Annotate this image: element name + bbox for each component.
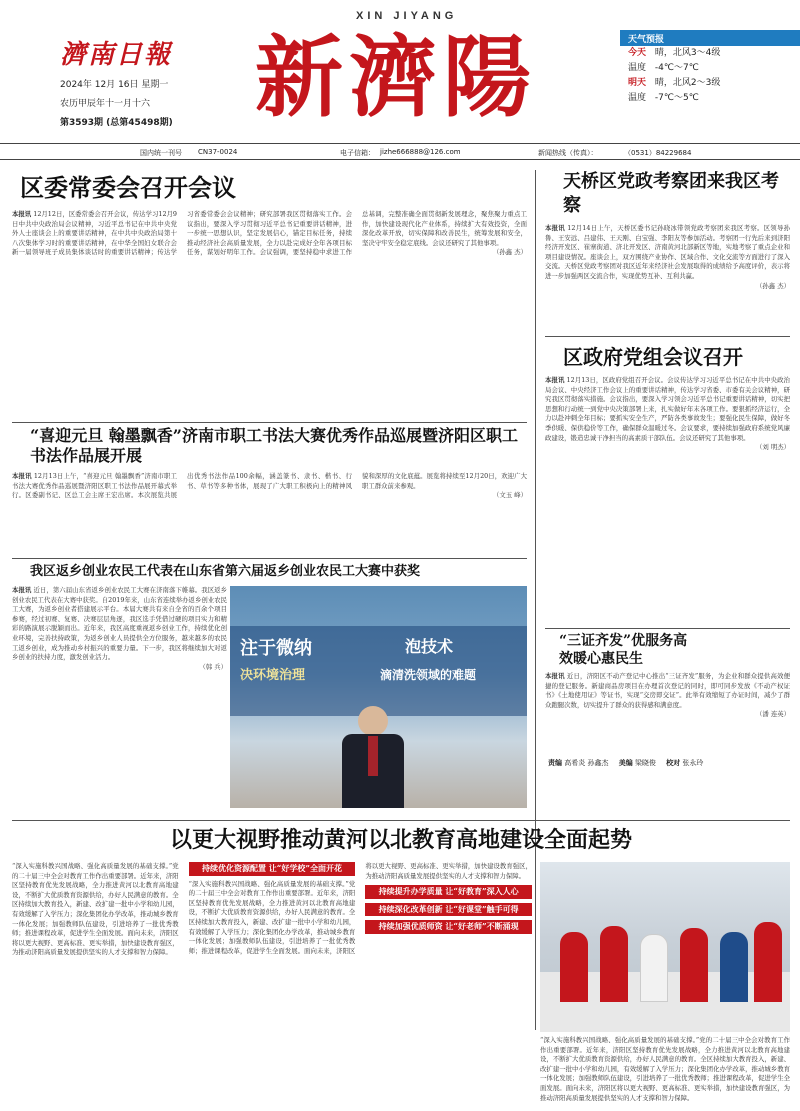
article-title: 以更大视野推动黄河以北教育高地建设全面起势 <box>169 827 632 853</box>
article-tianqiao-visit <box>545 170 790 335</box>
person-head <box>358 706 388 736</box>
article-title: “三证齐发”优服务高效暖心惠民生 <box>559 633 688 667</box>
article-body <box>12 862 532 1102</box>
today-label: 今天 <box>628 48 647 58</box>
article-text: 12月13日，区政府党组召开会议。会议传达学习习近平总书记在中共中央政治局会议、中央经济工作会议上的重要讲话精神，传达学习省委、市委有关会议精神，研究我区贯彻落实措施。会议指出，要深入学习领会习近平总书记重要讲话精神，切实把思想和行动统一到党中央决策部署上来，扎实做好年末各项工作。要狠抓经济运行，全力以赴冲刺全年目标；要抓实安全生产，严防各类事故发生；要强化民生保障，做好冬季供暖、保供稳价等工作，确保群众温暖过冬。会议要求，要持续加强政府系统党风廉政建设，锻造忠诚干净担当的高素质干部队伍。会议还研究了其他事项。 <box>545 376 790 442</box>
person-tie <box>368 736 378 776</box>
section-divider <box>545 628 790 629</box>
email: jizhe666888@126.com <box>380 148 461 156</box>
article-byline: 本报讯 <box>12 586 32 594</box>
article-calligraphy-exhibition <box>12 426 527 556</box>
article-body <box>545 672 790 750</box>
subhead-3: 持续深化改革创新 让“好课堂”触手可得 <box>365 903 532 917</box>
article-three-certificates <box>545 632 790 750</box>
masthead <box>0 0 800 145</box>
editor-names: 高希炎 孙鑫杰 <box>564 759 609 767</box>
editor-label: 责编 <box>548 759 562 767</box>
publication-code-label: 国内统一刊号 <box>140 149 182 157</box>
weather-box <box>620 30 800 110</box>
article-title: 我区返乡创业农民工代表在山东省第六届返乡创业农民工大赛中获奖 <box>30 564 421 579</box>
article-body <box>12 210 527 410</box>
lunar-date: 农历甲辰年十一月十六 <box>60 99 151 109</box>
tomorrow-condition: 晴，北风2～3级 <box>654 78 721 88</box>
banner-line-3: 决环境治理 <box>240 668 306 683</box>
today-temp: -4℃～7℃ <box>654 63 699 73</box>
info-bar <box>0 143 800 160</box>
hotline-label: 新闻热线（传真）： <box>538 149 598 157</box>
section-divider <box>12 820 790 821</box>
student-4 <box>680 928 708 1002</box>
proof-name: 张永玲 <box>682 759 704 767</box>
publication-code: CN37-0024 <box>198 148 238 156</box>
article-source: （刘 明杰） <box>756 443 790 452</box>
article-byline: 本报讯 <box>545 672 565 680</box>
article-text-repeat: “深入实施科教兴国战略、强化高质量发展的基础支撑。”党的二十届三中全会对教育工作作出重要部署。近年来，济阳区坚持教育优先发展战略，全力推进黄河以北教育高地建设，不断扩大优质教育资源供给，办好人民满意的教育。全区持续加大教育投入，新建、改扩建一批中小学和幼儿园，有效缓解了入学压力；深化集团化办学改革，推动城乡教育一体化发展；加强教师队伍建设，引进培养了一批优秀教师；推进课程改革，促进学生全面发展。面向未来，济阳区将以更大视野、更高标准、更实举措，加快建设教育强区，为推动济阳高质量发展提供坚实的人才支撑和智力保障。 <box>188 862 532 955</box>
weather-tomorrow <box>620 76 800 91</box>
article-text: “深入实施科教兴国战略、强化高质量发展的基础支撑。”党的二十届三中全会对教育工作作出重要部署。近年来，济阳区坚持教育优先发展战略，全力推进黄河以北教育高地建设，不断扩大优质教育资源供给，办好人民满意的教育。全区持续加大教育投入，新建、改扩建一批中小学和幼儿园，有效缓解了入学压力；深化集团化办学改革，推动城乡教育一体化发展；加强教师队伍建设，引进培养了一批优秀教师；推进课程改革，促进学生全面发展。面向未来，济阳区将以更大视野、更高标准、更实举措，加快建设教育强区，为推动济阳高质量发展提供坚实的人才支撑和智力保障。 <box>12 862 179 957</box>
article-text: 近日，第六届山东省返乡创业农民工大赛在济南落下帷幕。我区返乡创业农民工代表在大赛中获奖。自2019年来，山东省连续举办返乡创业农民工大赛，为返乡创业者搭建展示平台。本届大赛共有来自全省的百余个项目参赛，经过初赛、复赛、决赛层层角逐，我区选手凭借过硬的项目实力和精彩的路演展示脱颖而出。近年来，我区高度重视返乡创业工作，持续优化创业环境，完善扶持政策，为返乡创业人员提供全方位服务，越来越多的农民工返乡创业，成为推动乡村振兴的重要力量。下一步，我区将继续加大对返乡创业的扶持力度，激发创业活力。 <box>12 586 227 662</box>
article-body-continued <box>540 1036 790 1106</box>
article-text: 12月13日上午，“喜迎元旦 翰墨飘香”济南市职工书法大赛优秀作品巡展暨济阳区职工书法作品展开幕式举行。区委副书记、区总工会主席王宏出席。本次展览共展出优秀书法作品100余幅，涵盖篆书、隶书、楷书、行书、草书等多种书体，展现了广大职工积极向上的精神风貌和深厚的文化底蕴。展览将持续至12月20日，欢迎广大职工群众前来参观。 <box>12 472 527 500</box>
article-byline: 本报讯 <box>545 376 565 384</box>
tomorrow-temp-label: 温度 <box>628 93 647 103</box>
masthead-title: 新濟陽 <box>255 25 538 129</box>
today-temp-label: 温度 <box>628 63 647 73</box>
article-source: （潘 连英） <box>756 710 790 719</box>
article-byline: 本报讯 <box>545 224 565 232</box>
entrepreneur-photo <box>230 586 527 808</box>
article-byline: 本报讯 <box>12 472 32 480</box>
education-headline-block <box>12 824 790 858</box>
student-3 <box>640 934 668 1002</box>
article-text: 12月14日上午，天桥区委书记孙晓冰带领党政考察团来我区考察。区领导孙鲁、王安远、吕建伟、王天刚、白宝强、李阳友等参加活动。考察团一行先后来到济阳经济开发区、崔寨街道、济北开发区、济南黄河北部新区等地，实地考察了重点企业和项目建设情况。座谈会上，双方围绕产业协作、区域合作、文化交流等方面进行了深入交流。天桥区党政考察团对我区近年来经济社会发展取得的成绩给予高度评价，表示将进一步加强两区交流合作，实现优势互补、互利共赢。 <box>545 224 790 280</box>
article-body <box>545 376 790 616</box>
article-source: （文玉 峰） <box>493 491 527 500</box>
subhead-1: 持续优化资源配置 让“好学校”全面开花 <box>189 862 356 876</box>
design-name: 梁晓俊 <box>634 759 656 767</box>
article-body <box>12 586 227 806</box>
article-education <box>12 862 532 1102</box>
classroom-photo <box>540 862 790 1032</box>
subhead-2: 持续提升办学质量 让“好教育”深入人心 <box>365 885 532 899</box>
date-block <box>60 76 173 133</box>
small-newspaper-logo: 濟南日報 <box>60 40 173 70</box>
tomorrow-label: 明天 <box>628 78 647 88</box>
column-divider <box>535 170 536 1030</box>
issue-date: 2024年 12月 16日 星期一 <box>60 80 169 90</box>
weather-header: 天气预报 <box>620 30 800 46</box>
weather-today <box>620 46 800 61</box>
banner-line-1: 注于微纳 <box>240 638 312 659</box>
article-government-meeting <box>545 340 790 625</box>
article-source: （韩 兵） <box>199 662 227 671</box>
weather-tomorrow-temp <box>620 91 800 106</box>
student-2 <box>600 926 628 1002</box>
article-text: “深入实施科教兴国战略、强化高质量发展的基础支撑。”党的二十届三中全会对教育工作作出重要部署。近年来，济阳区坚持教育优先发展战略，全力推进黄河以北教育高地建设，不断扩大优质教育资源供给，办好人民满意的教育。全区持续加大教育投入，新建、改扩建一批中小学和幼儿园，有效缓解了入学压力；深化集团化办学改革，推动城乡教育一体化发展；加强教师队伍建设，引进培养了一批优秀教师；推进课程改革，促进学生全面发展。面向未来，济阳区将以更大视野、更高标准、更实举措，加快建设教育强区，为推动济阳高质量发展提供坚实的人才支撑和智力保障。 <box>540 1036 790 1102</box>
page-credits <box>548 758 790 768</box>
article-source: （孙鑫 杰） <box>493 248 527 257</box>
student-5 <box>720 932 748 1002</box>
section-divider <box>545 336 790 337</box>
section-divider <box>12 422 527 423</box>
subhead-4: 持续加强优质师资 让“好老师”不断涌现 <box>365 920 532 934</box>
article-title: 区委常委会召开会议 <box>20 173 236 202</box>
article-standing-committee <box>12 170 527 420</box>
article-source: （孙鑫 杰） <box>756 281 790 290</box>
hotline: （0531）84229684 <box>624 149 692 157</box>
article-body <box>545 224 790 335</box>
banner-line-4: 滴清洗领域的难题 <box>380 668 477 682</box>
article-text: 近日，济阳区不动产登记中心推出“三证齐发”服务，为企业和群众提供高效便捷的登记服务。新建商品房项目在办理首次登记的同时，即可同步发放《不动产权证书》《土地使用证》等证书，实现“交房即交证”。此举有效缩短了办证时间，减少了群众跑腿次数，切实提升了群众的获得感和满意度。 <box>545 672 790 709</box>
banner-line-2: 泡技术 <box>405 637 454 656</box>
article-title: “喜迎元旦 翰墨飘香”济南市职工书法大赛优秀作品巡展暨济阳区职工书法作品展开展 <box>30 426 518 465</box>
tomorrow-temp: -7℃～5℃ <box>654 93 699 103</box>
email-label: 电子信箱： <box>340 149 375 157</box>
article-body <box>12 472 527 550</box>
masthead-pinyin: XIN JIYANG <box>356 10 458 22</box>
section-divider <box>12 558 527 559</box>
today-condition: 晴，北风3～4级 <box>654 48 721 58</box>
proof-label: 校对 <box>666 759 681 767</box>
design-label: 美编 <box>618 759 633 767</box>
student-1 <box>560 932 588 1002</box>
student-6 <box>754 922 782 1002</box>
issue-number: 第3593期 (总第45498期) <box>60 118 173 128</box>
article-title: 区政府党组会议召开 <box>563 345 743 369</box>
article-education-continued <box>540 1036 790 1106</box>
article-text: 12月12日，区委常委会召开会议，传达学习12月9日中共中央政治局会议精神，习近平总书记在中共中央党外人士座谈会上的重要讲话精神，在中共中央政治局第十八次集体学习时的重要讲话精神，在中华全国妇女联合会新一届领导班子成员集体谈话时的重要讲话精神；传达学习省委常委会会议精神；研究部署我区贯彻落实工作。会议指出，要深入学习贯彻习近平总书记重要讲话精神，进一步统一思想认识，坚定发展信心，锚定目标任务，持续推动经济社会高质量发展，全力以赴完成好全年各项目标任务，谋划好明年工作。会议强调，要坚持稳中求进工作总基调，完整准确全面贯彻新发展理念，聚焦聚力重点工作，加快建设现代化产业体系，持续扩大有效投资，全面深化改革开放，切实保障和改善民生，统筹发展和安全，坚决守牢安全稳定底线。会议还研究了其他事项。 <box>12 210 527 257</box>
article-title: 天桥区党政考察团来我区考察 <box>563 171 779 216</box>
article-byline: 本报讯 <box>12 210 32 218</box>
weather-today-temp <box>620 61 800 76</box>
